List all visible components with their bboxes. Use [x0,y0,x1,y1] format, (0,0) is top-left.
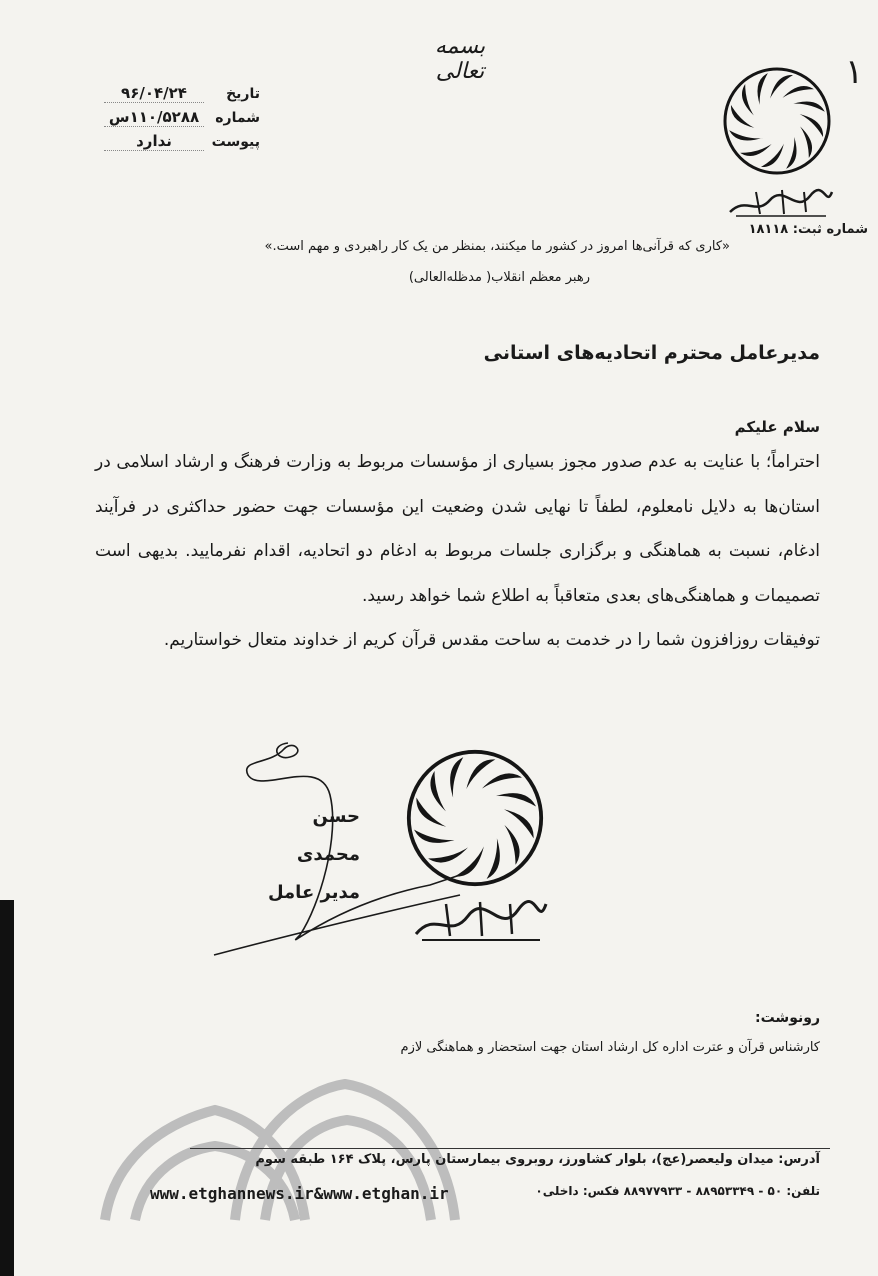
footer-phone: تلفن: ۵۰ - ۸۸۹۵۳۳۴۹ - ۸۸۹۷۷۹۳۳ فکس: داخلی۰ [535,1184,820,1198]
number-row [60,108,260,132]
attachment-row [60,132,260,156]
signer-title: مدیر عامل [267,882,360,903]
footer-divider [190,1148,830,1149]
attachment-value: ندارد [104,132,204,151]
logo-calligraphy [726,186,836,220]
number-label: شماره [215,110,260,126]
leader-quote: «کاری که قرآنی‌ها امروز در کشور ما میکنند، بمنظر من یک کار راهبردی و مهم است.» [264,239,730,254]
registration-number: شماره ثبت: ۱۸۱۱۸ [748,222,868,237]
body-paragraph-1: احتراماً؛ با عنایت به عدم صدور مجوز بسیاری از مؤسسات مربوط به وزارت فرهنگ و ارشاد اسلامی در استان‌ها به دلایل نامعلوم، لطفاً تا نهایی شدن وضعیت این مؤسسات جهت حضور حداکثری در فرآیند ادغام، نسبت به هماهنگی و برگزاری جلسات مربوط به ادغام دو اتحادیه، اقدام نفرمایید. بدیهی است تصمیمات و هماهنگی‌های بعدی متعاقباً به اطلاع شما خواهد رسید. [95,452,820,606]
date-value: ۹۶/۰۴/۲۴ [104,84,204,103]
rosette-petal [784,130,797,170]
signer-name: حسن محمدی [296,806,360,865]
rosette-petal [757,72,770,112]
page-mark: ۱ [845,52,864,92]
footer-address: آدرس: میدان ولیعصر(عج)، بلوار کشاورز، روبروی بیمارستان پارس، پلاک ۱۶۴ طبقه سوم [255,1152,820,1167]
cc-text: کارشناس قرآن و عترت اداره کل ارشاد استان جهت استحضار و هماهنگی لازم [400,1040,820,1055]
date-row [60,84,260,108]
date-label: تاریخ [226,86,260,102]
signer-block [250,798,360,912]
letter-body [95,440,820,663]
rosette-petal [728,128,768,141]
attachment-label: پیوست [211,134,260,150]
recipient-heading: مدیرعامل محترم اتحادیه‌های استانی [483,342,820,364]
bismillah-heading: بسمه تعالی [434,34,486,84]
footer-website: www.etghannews.ir&www.etghan.ir [150,1184,449,1203]
rosette-petal [484,829,501,880]
organization-logo [722,66,832,176]
number-value: ۱۱۰/۵۲۸۸س [104,108,204,127]
quote-source: رهبر معظم انقلاب( مدظله‌العالی) [408,270,590,285]
calligraphy-icon [726,186,836,220]
rosette-petal [486,792,537,809]
scan-edge-shadow [0,900,14,1276]
rosette-petal [786,101,826,114]
rosette-center [763,107,791,135]
cc-title: رونوشت: [755,1010,820,1026]
greeting: سلام علیکم [734,418,820,436]
letter-metadata [60,84,260,156]
body-paragraph-2: توفیقات روزافزون شما را در خدمت به ساحت مقدس قرآن کریم از خداوند متعال خواستاریم. [163,630,820,650]
